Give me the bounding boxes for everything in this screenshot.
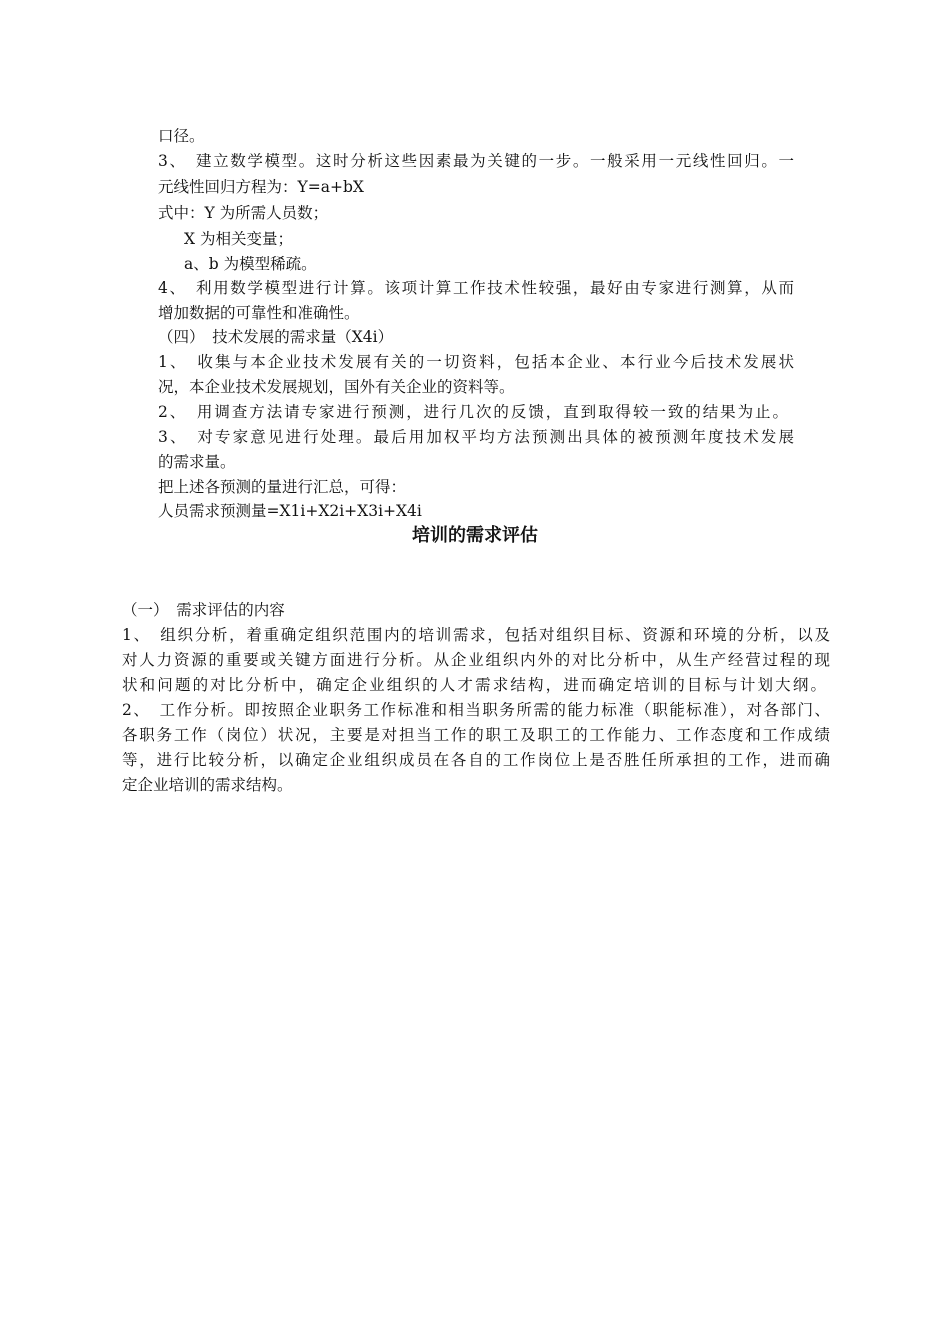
- text-line-tech-step2: 2、 用调查方法请专家进行预测，进行几次的反馈，直到取得较一致的结果为止。: [158, 403, 788, 421]
- text-line-step4-cont: 增加数据的可靠性和准确性。: [158, 304, 360, 322]
- text-line-ab-coefficients: a、b 为模型稀疏。: [184, 255, 317, 273]
- text-line-formula: 人员需求预测量=X1i+X2i+X3i+X4i: [158, 502, 422, 520]
- text-line-step3: 3、 建立数学模型。这时分析这些因素最为关键的一步。一般采用一元线性回归。一: [158, 152, 794, 170]
- text-line-org-analysis: 1、 组织分析，着重确定组织范围内的培训需求，包括对组织目标、资源和环境的分析，以及: [122, 626, 830, 644]
- text-line-org-analysis-cont2: 状和问题的对比分析中，确定企业组织的人才需求结构，进而确定培训的目标与计划大纲。: [122, 676, 826, 694]
- text-line-tech-step3: 3、 对专家意见进行处理。最后用加权平均方法预测出具体的被预测年度技术发展: [158, 428, 794, 446]
- subsection-heading-content: （一） 需求评估的内容: [122, 601, 285, 619]
- section-heading-tech-demand: （四） 技术发展的需求量（X4i）: [158, 328, 394, 346]
- text-line-tech-step1-cont: 况，本企业技术发展规划，国外有关企业的资料等。: [158, 378, 515, 396]
- text-line-job-analysis-cont2: 等，进行比较分析，以确定企业组织成员在各自的工作岗位上是否胜任所承担的工作，进而确: [122, 751, 830, 769]
- text-line-org-analysis-cont1: 对人力资源的重要或关键方面进行分析。从企业组织内外的对比分析中，从生产经营过程的现: [122, 651, 830, 669]
- text-line-tech-step1: 1、 收集与本企业技术发展有关的一切资料，包括本企业、本行业今后技术发展状: [158, 353, 794, 371]
- text-line-job-analysis-cont3: 定企业培训的需求结构。: [122, 776, 293, 794]
- section-title: 培训的需求评估: [412, 525, 538, 546]
- text-line-tech-step3-cont: 的需求量。: [158, 453, 236, 471]
- text-line-summary: 把上述各预测的量进行汇总，可得：: [158, 478, 407, 496]
- text-line-job-analysis: 2、 工作分析。即按照企业职务工作标准和相当职务所需的能力标准（职能标准），对各部门、: [122, 701, 830, 719]
- text-line-job-analysis-cont1: 各职务工作（岗位）状况，主要是对担当工作的职工及职工的工作能力、工作态度和工作成绩: [122, 726, 830, 744]
- text-line-equation: 元线性回归方程为：Y=a+bX: [158, 178, 364, 196]
- text-line-step4: 4、 利用数学模型进行计算。该项计算工作技术性较强，最好由专家进行测算，从而: [158, 279, 794, 297]
- text-line-where-y: 式中：Y 为所需人员数；: [158, 204, 329, 222]
- text-line-continuation: 口径。: [158, 127, 205, 145]
- text-line-x-variable: X 为相关变量；: [184, 230, 293, 248]
